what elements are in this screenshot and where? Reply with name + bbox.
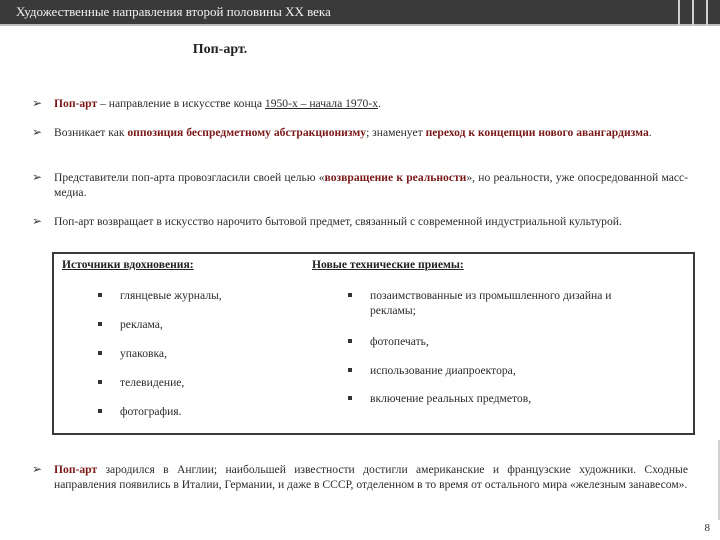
bullet-2-pre: Возникает как: [54, 126, 128, 139]
arrow-bullet-icon: ➢: [32, 170, 43, 184]
bullet-1-text: – направление в искусстве конца: [97, 97, 265, 110]
slide-title: Поп-арт.: [192, 42, 248, 57]
bullet-3: [32, 170, 688, 200]
source-item: фотография.: [98, 404, 298, 419]
square-bullet-icon: [348, 396, 352, 400]
bullet-2-mid: ; знаменует: [366, 126, 426, 139]
term-pop-art: Поп-арт: [54, 97, 98, 110]
bullet-3-pre: Представители поп-арта провозгласили своей целью «: [54, 171, 325, 184]
arrow-bullet-icon: ➢: [32, 125, 43, 139]
term-new-avantgarde: переход к концепции нового авангардизма: [425, 126, 649, 139]
bullet-4: [32, 214, 688, 229]
source-item: упаковка,: [98, 346, 298, 361]
term-return-to-reality: возвращение к реальности: [324, 171, 467, 184]
square-bullet-icon: [348, 368, 352, 372]
square-bullet-icon: [98, 409, 102, 413]
page-number: 8: [704, 522, 710, 534]
term-pop-art: Поп-арт: [54, 463, 98, 476]
sources-heading: Источники вдохновения:: [62, 258, 194, 271]
technique-item: позаимствованные из промышленного дизайна и рекламы;: [348, 288, 638, 318]
bullet-3-post: », но реальности, уже опосредованной масс-медиа.: [54, 171, 688, 199]
arrow-bullet-icon: ➢: [32, 96, 43, 110]
square-bullet-icon: [98, 322, 102, 326]
technique-item: включение реальных предметов,: [348, 391, 638, 406]
bullet-1: [32, 96, 688, 111]
square-bullet-icon: [98, 351, 102, 355]
square-bullet-icon: [348, 339, 352, 343]
header-decoration: [668, 0, 720, 26]
technique-item: использование диапроектора,: [348, 363, 638, 378]
period-text: 1950-х – начала 1970-х: [264, 97, 378, 110]
technique-item: фотопечать,: [348, 334, 638, 349]
arrow-bullet-icon: ➢: [32, 462, 43, 476]
bullet-5-text: зародился в Англии; наибольшей известности достигли американские и французские художники. Сходные направления появились в Италии, Германии, и даже в СССР, отделенном в то время от остального мира «железным занавесом».: [54, 463, 688, 491]
arrow-bullet-icon: ➢: [32, 214, 43, 228]
source-item: телевидение,: [98, 375, 298, 390]
square-bullet-icon: [98, 380, 102, 384]
slide-header: [0, 0, 720, 26]
bullet-5: [32, 462, 688, 492]
source-item: реклама,: [98, 317, 298, 332]
square-bullet-icon: [348, 293, 352, 297]
bullet-4-text: Поп-арт возвращает в искусство нарочито бытовой предмет, связанный с современной индустриальной культурой.: [54, 215, 622, 228]
source-item: глянцевые журналы,: [98, 288, 298, 303]
bullet-2-post: .: [648, 126, 652, 139]
techniques-heading: Новые технические приемы:: [312, 258, 464, 271]
square-bullet-icon: [98, 293, 102, 297]
term-opposition: оппозиция беспредметному абстракционизму: [127, 126, 367, 139]
header-title: Художественные направления второй половины XX века: [16, 4, 331, 19]
bullet-2: [32, 125, 688, 140]
bullet-1-end: .: [378, 97, 381, 110]
